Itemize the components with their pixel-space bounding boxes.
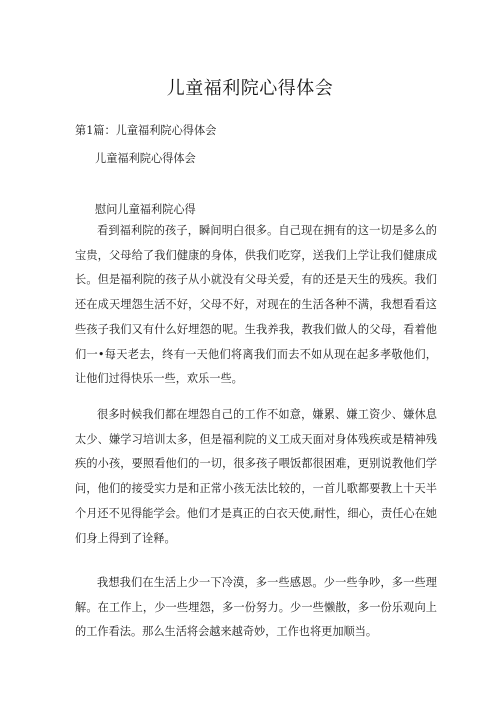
document-title: 儿童福利院心得体会: [166, 78, 334, 99]
body-paragraph: 看到福利院的孩子，瞬间明白很多。自己现在拥有的这一切是多么的宝贵，父母给了我们健康的身体，供我们吃穿，送我们上学让我们健康成长。但是福利院的孩子从小就没有父母关爱，有的还是天生的残疾。我们还在成天埋怨生活不好，父母不好，对现在的生活各种不满，我想看看这些孩子我们又有什么好埋怨的呢。生我养我，教我们做人的父母，看着他们一•每天老去，终有一天他们将离我们而去不如从现在起多孝敬他们，让他们过得快乐一些，欢乐一些。: [75, 224, 437, 386]
section-heading: 第1篇：儿童福利院心得体会: [75, 124, 217, 137]
body-paragraph: 我想我们在生活上少一下冷漠，多一些感恩。少一些争吵，多一些理解。在工作上，少一些埋怨，多一份努力。少一些懒散，多一份乐观向上的工作看法。那么生活将会越来越奇妙，工作也将更加顺当。: [75, 576, 437, 639]
sub-heading: 慰问儿童福利院心得: [95, 203, 196, 216]
sub-title: 儿童福利院心得体会: [95, 152, 196, 165]
body-paragraph: 很多时候我们都在埋怨自己的工作不如意，嫌累、嫌工资少、嫌休息太少、嫌学习培训太多，但是福利院的义工成天面对身体残疾或是精神残疾的小孩，要照看他们的一切，很多孩子喂饭都很困难，更别说教他们学问，他们的接受实力是和正常小孩无法比较的，一首儿歌都要教上十天半个月还不见得能学会。他们才是真正的白衣天使,耐性，细心，责任心在她们身上得到了诠释。: [75, 408, 437, 545]
